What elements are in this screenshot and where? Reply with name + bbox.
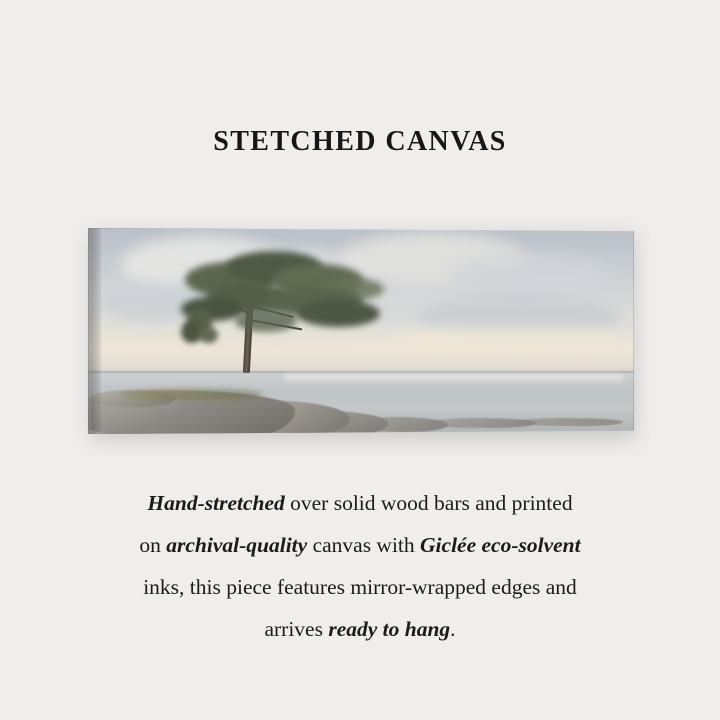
description-emphasis: Hand-stretched [147, 491, 285, 515]
description-emphasis: ready to hang [328, 617, 451, 641]
description-text: over solid wood bars and printed [284, 491, 573, 515]
description-emphasis: archival-quality [166, 533, 308, 557]
moss-patch [121, 389, 263, 400]
canvas-edge-highlight [88, 228, 91, 434]
description-line [50, 482, 670, 524]
description-text: inks, this piece features mirror-wrapped edges and [143, 575, 577, 599]
description-text: arrives [264, 617, 329, 641]
description-text: . [450, 617, 456, 641]
painting-scene [88, 228, 634, 434]
page-title: STETCHED CANVAS [213, 126, 507, 157]
description-emphasis: Giclée eco-solvent [420, 533, 581, 557]
shrub-shape [181, 321, 202, 343]
description-line [50, 566, 670, 608]
canvas-frame [88, 228, 634, 434]
foliage-cluster [297, 300, 380, 327]
pine-tree [181, 251, 388, 387]
product-description [50, 482, 670, 650]
shrub-shape [199, 327, 218, 343]
cloud-shape [448, 253, 612, 302]
description-text: canvas with [307, 533, 421, 557]
description-text: on [139, 533, 167, 557]
foliage-cluster [235, 310, 297, 332]
description-line [50, 608, 670, 650]
canvas-artwork [88, 228, 634, 436]
description-line [50, 524, 670, 566]
